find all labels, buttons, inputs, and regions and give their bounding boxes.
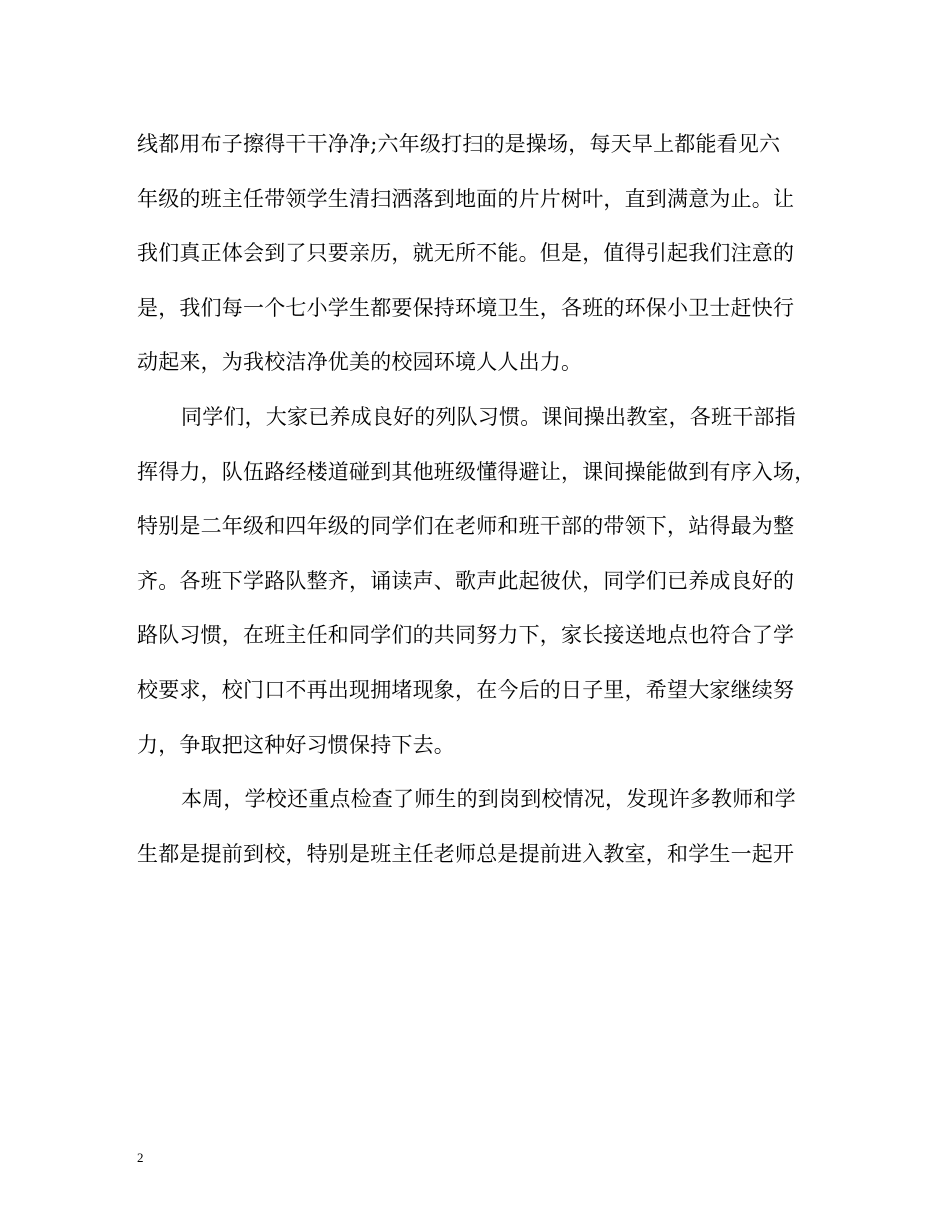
text-line: 生都是提前到校，特别是班主任老师总是提前进入教室，和学生一起开 [137,841,795,866]
text-line: 线都用布子擦得干干净净;六年级打扫的是操场，每天早上都能看见六 [137,132,781,156]
text-line: 校要求，校门口不再出现拥堵现象，在今后的日子里，希望大家继续努 [137,677,795,702]
page-number: 2 [137,1150,144,1165]
text-line: 特别是二年级和四年级的同学们在老师和班干部的带领下，站得最为整 [137,514,795,539]
text-line: 力，争取把这种好习惯保持下去。 [137,732,455,757]
text-line: 是，我们每一个七小学生都要保持环境卫生，各班的环保小卫士赶快行 [137,295,795,320]
paragraph-start-line: 本周，学校还重点检查了师生的到岗到校情况，发现许多教师和学 [181,787,796,812]
text-line: 年级的班主任带领学生清扫洒落到地面的片片树叶，直到满意为止。让 [137,186,795,211]
text-line: 齐。各班下学路队整齐，诵读声、歌声此起彼伏，同学们已养成良好的 [137,568,795,593]
text-line: 路队习惯，在班主任和同学们的共同努力下，家长接送地点也符合了学 [137,623,795,648]
text-line: 挥得力，队伍路经楼道碰到其他班级懂得避让，课间操能做到有序入场， [137,459,816,484]
text-line: 动起来，为我校洁净优美的校园环境人人出力。 [137,350,583,375]
body-text [137,124,827,888]
paragraph-start-line: 同学们，大家已养成良好的列队习惯。课间操出教室，各班干部指 [181,404,796,429]
text-line: 我们真正体会到了只要亲历，就无所不能。但是，值得引起我们注意的 [137,241,795,266]
